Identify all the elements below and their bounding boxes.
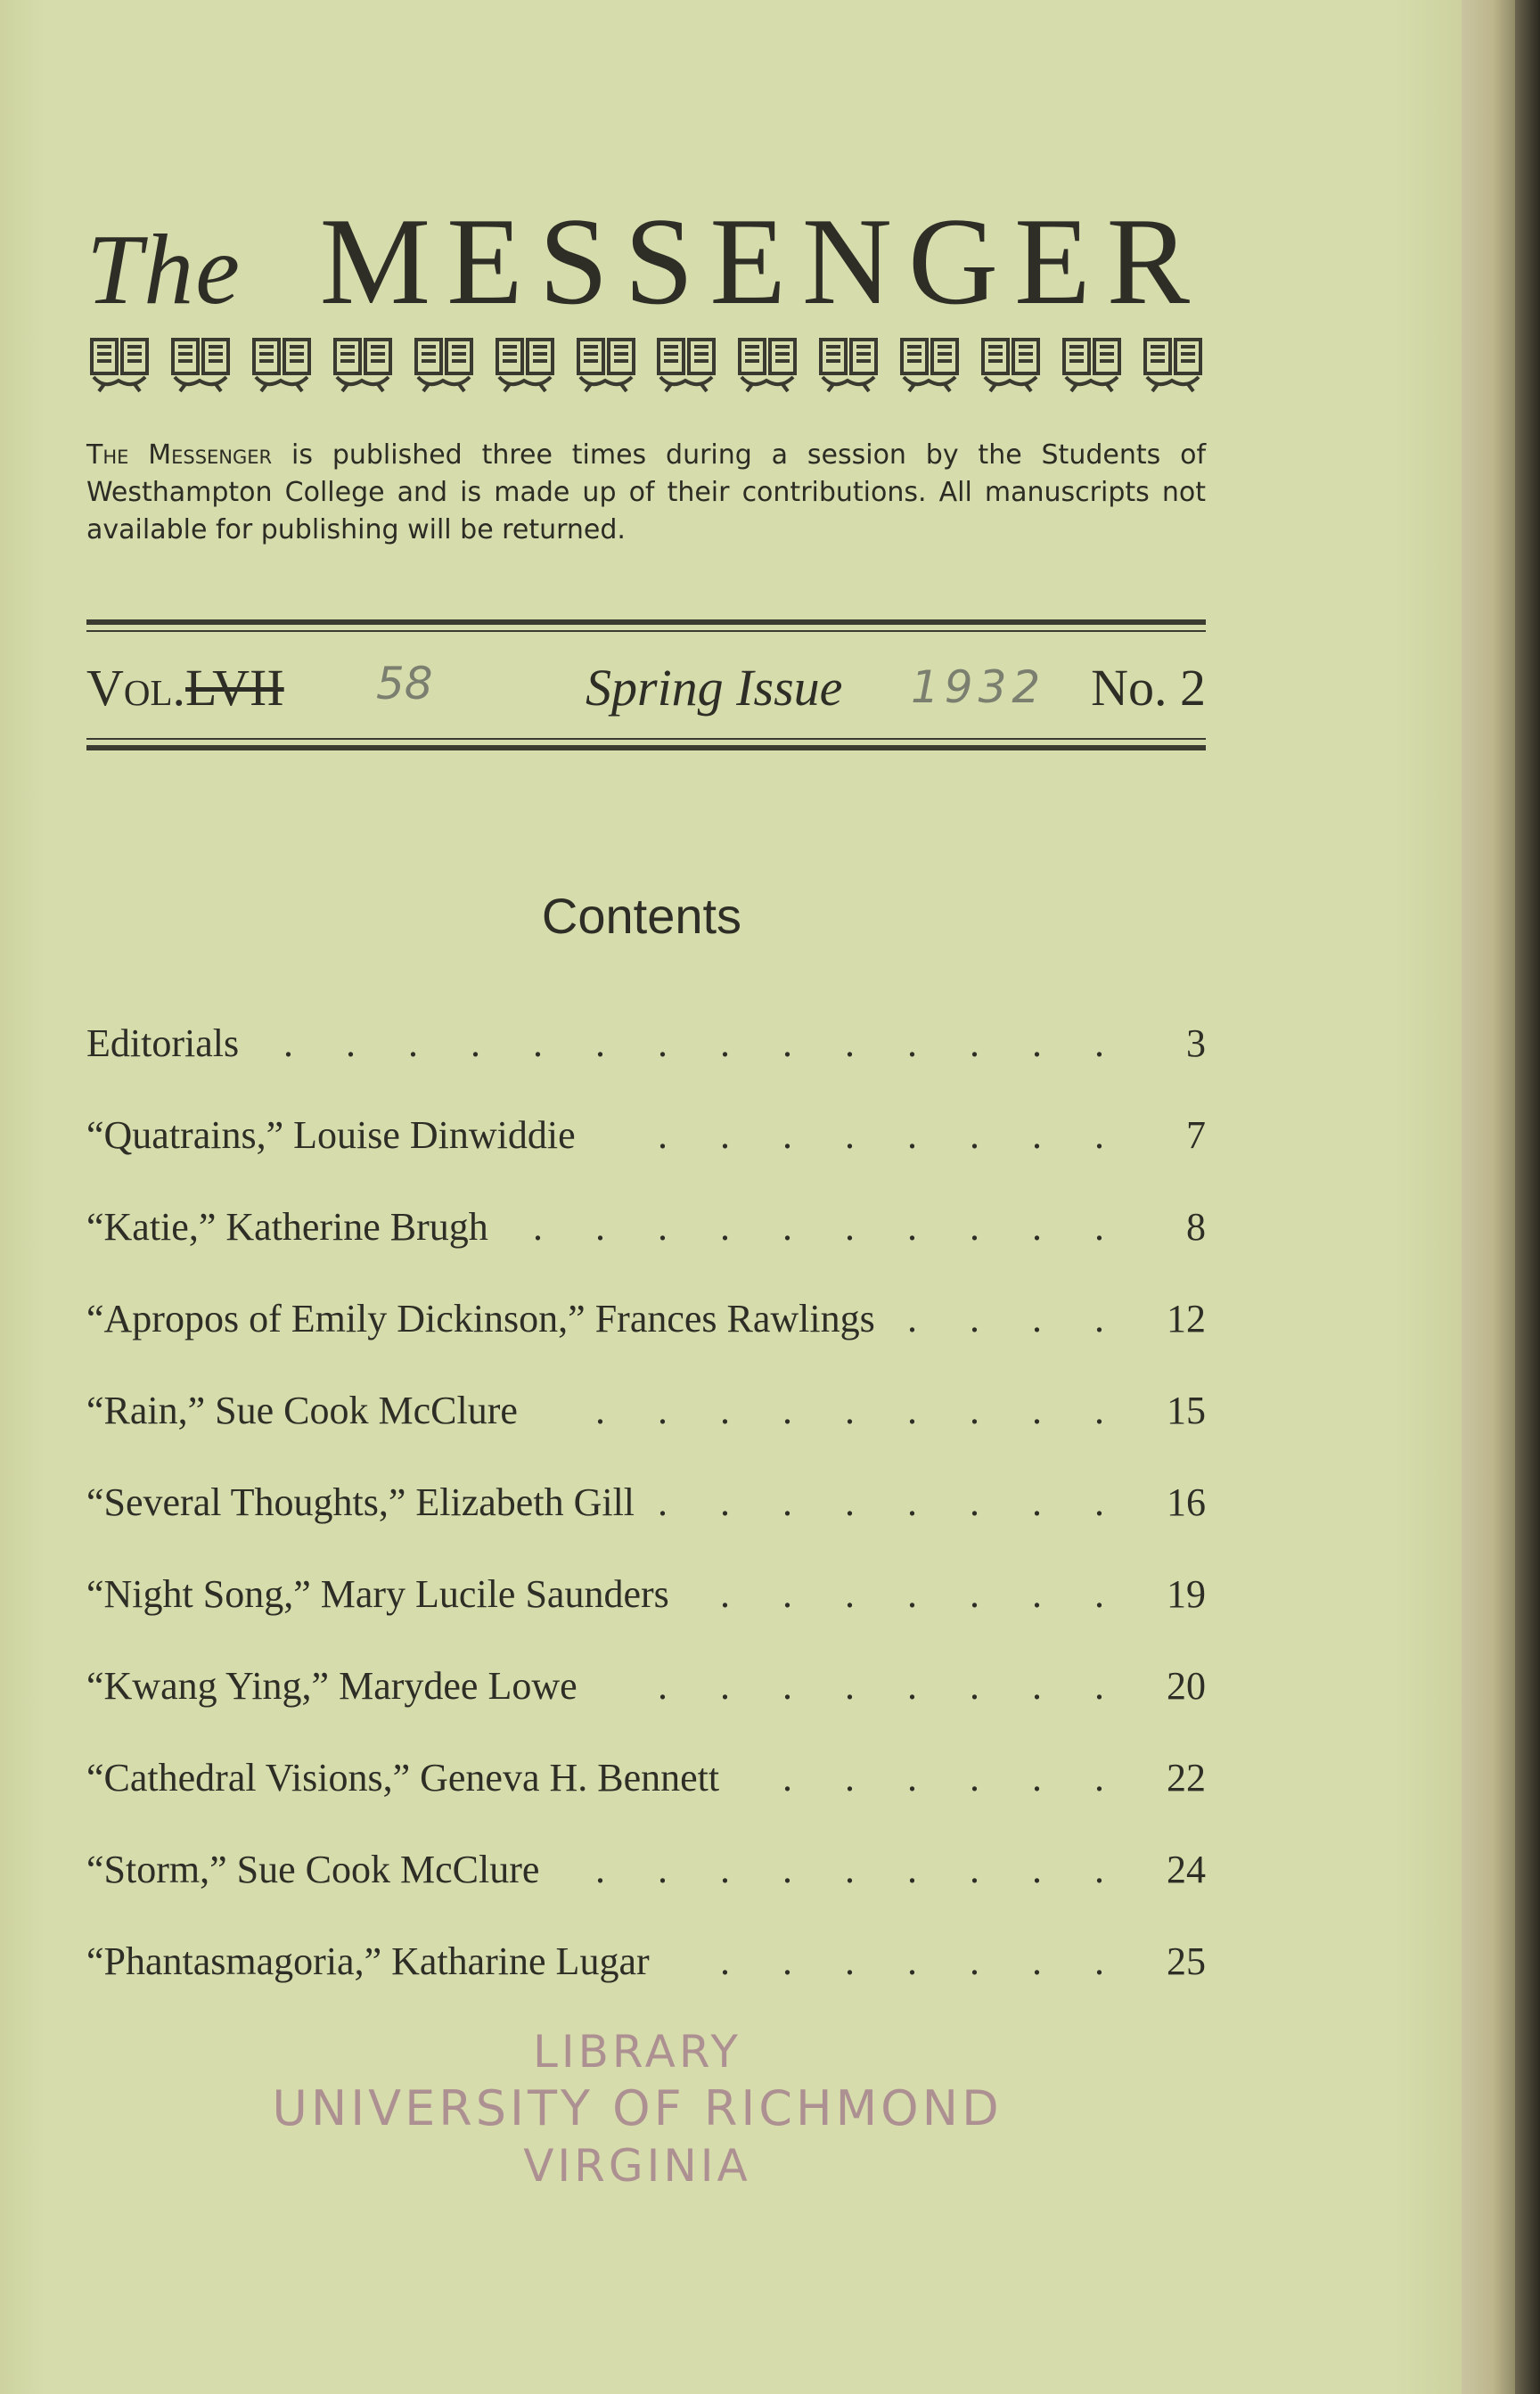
toc-entry-page: 20 [1167, 1664, 1206, 1708]
toc-entry-title: Editorials [86, 1021, 240, 1065]
double-book-ornament-icon [978, 334, 1044, 397]
toc-entry-title: “Apropos of Emily Dickinson,” Frances Rawlings [86, 1297, 875, 1340]
notice-lead: The Messenger [86, 439, 273, 471]
toc-entry [86, 1021, 1206, 1112]
double-book-ornament-icon [1059, 334, 1125, 397]
issue-number: No. 2 [1091, 659, 1206, 717]
double-book-ornament-icon [1140, 334, 1206, 397]
issue-season: Spring Issue [586, 659, 843, 717]
table-of-contents [86, 1021, 1206, 2030]
toc-entry-leader-dots: . . . . . . . [720, 1572, 1126, 1616]
double-book-ornament-icon [815, 334, 881, 397]
toc-entry-page: 22 [1167, 1756, 1206, 1800]
stamp-line-library: LIBRARY [533, 2026, 741, 2078]
toc-entry [86, 1388, 1206, 1480]
toc-entry [86, 1663, 1206, 1755]
toc-entry-page: 7 [1186, 1113, 1206, 1157]
toc-entry-title: “Quatrains,” Louise Dinwiddie [86, 1113, 576, 1157]
toc-entry-leader-dots: . . . . . . . . . [595, 1848, 1126, 1891]
toc-entry-title: “Phantasmagoria,” Katharine Lugar [86, 1939, 650, 1983]
book-spine [1515, 0, 1540, 2394]
double-book-ornament-icon [330, 334, 396, 397]
stamp-line-university: UNIVERSITY OF RICHMOND [272, 2080, 1003, 2136]
toc-entry-title: “Night Song,” Mary Lucile Saunders [86, 1572, 669, 1616]
toc-entry-page: 24 [1167, 1848, 1206, 1891]
double-book-ornament-icon [734, 334, 800, 397]
toc-entry [86, 1296, 1206, 1388]
double-book-ornament-icon [86, 334, 152, 397]
double-book-ornament-icon [653, 334, 719, 397]
toc-entry-leader-dots: . . . . . . [782, 1756, 1126, 1800]
toc-entry-title: “Katie,” Katherine Brugh [86, 1205, 488, 1249]
toc-entry [86, 1939, 1206, 2030]
library-stamp [0, 2023, 1274, 2194]
toc-entry [86, 1847, 1206, 1939]
toc-entry-title: “Rain,” Sue Cook McClure [86, 1389, 518, 1432]
toc-entry-title: “Storm,” Sue Cook McClure [86, 1848, 540, 1891]
issue-line [86, 658, 1206, 729]
toc-entry [86, 1571, 1206, 1663]
double-book-ornament-icon [897, 334, 962, 397]
toc-entry-page: 12 [1167, 1297, 1206, 1340]
year-pencil-note: 1932 [911, 661, 1046, 713]
bottom-double-rule [86, 738, 1206, 750]
contents-heading: Contents [541, 888, 742, 944]
toc-entry-leader-dots: . . . . . . . . . [595, 1389, 1126, 1432]
toc-entry-page: 8 [1186, 1205, 1206, 1249]
toc-entry-leader-dots: . . . . . . . . [658, 1113, 1126, 1157]
volume-number-struck: LVII [185, 659, 284, 717]
volume-label: Vol.LVII [86, 659, 284, 717]
publication-notice [86, 437, 1206, 549]
toc-entry-leader-dots: . . . . . . . [720, 1939, 1126, 1983]
toc-entry [86, 1480, 1206, 1571]
stamp-line-virginia: VIRGINIA [523, 2140, 751, 2192]
masthead-title: MESSENGER [319, 193, 1206, 331]
toc-entry-page: 15 [1167, 1389, 1206, 1432]
toc-entry [86, 1204, 1206, 1296]
volume-pencil-note: 58 [376, 658, 433, 709]
toc-entry-title: “Several Thoughts,” Elizabeth Gill [86, 1480, 635, 1524]
toc-entry-title: “Cathedral Visions,” Geneva H. Bennett [86, 1756, 720, 1800]
masthead [86, 190, 1206, 333]
masthead-the: The [86, 215, 242, 325]
toc-entry-page: 25 [1167, 1939, 1206, 1983]
toc-entry-page: 3 [1186, 1021, 1206, 1065]
toc-entry-leader-dots: . . . . . . . . [658, 1480, 1126, 1524]
top-double-rule [86, 619, 1206, 632]
toc-entry-leader-dots: . . . . . . . . [658, 1664, 1126, 1708]
double-book-ornament-icon [573, 334, 639, 397]
double-book-ornament-icon [411, 334, 477, 397]
toc-entry-leader-dots: . . . . . . . . . . [533, 1205, 1126, 1249]
double-book-ornament-icon [249, 334, 315, 397]
toc-entry [86, 1755, 1206, 1847]
toc-entry-page: 19 [1167, 1572, 1206, 1616]
toc-entry [86, 1112, 1206, 1204]
ornament-row [86, 334, 1206, 397]
toc-entry-page: 16 [1167, 1480, 1206, 1524]
toc-entry-title: “Kwang Ying,” Marydee Lowe [86, 1664, 578, 1708]
double-book-ornament-icon [492, 334, 558, 397]
double-book-ornament-icon [168, 334, 233, 397]
toc-entry-leader-dots: . . . . [907, 1297, 1126, 1340]
toc-entry-leader-dots: . . . . . . . . . . . . . . [283, 1021, 1126, 1065]
notice-text: is published three times during a session by the Students of Westhampton College and is made up of their contributions. All manuscripts not available for publishing will be returned. [86, 439, 1207, 545]
